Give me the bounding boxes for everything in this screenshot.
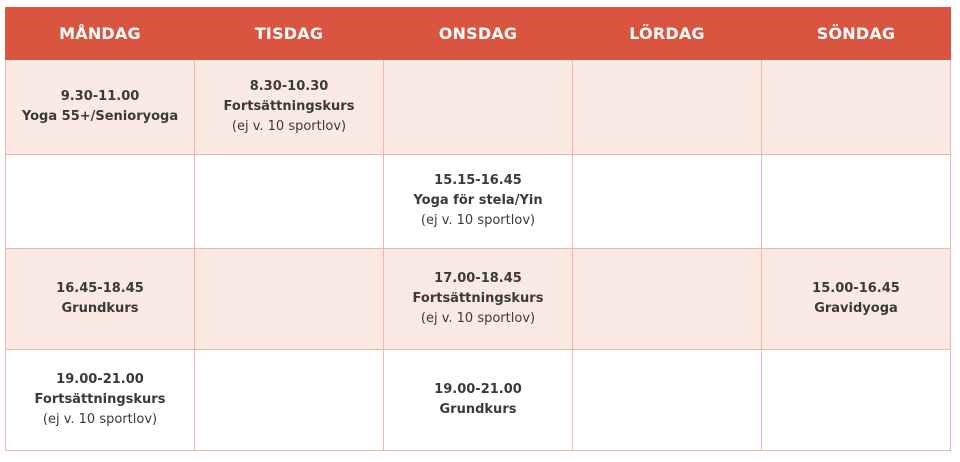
- class-name: Gravidyoga: [814, 300, 898, 316]
- class-name: Grundkurs: [439, 401, 517, 417]
- table-row: [6, 154, 951, 248]
- header-row: [6, 7, 951, 60]
- day-header-saturday: LÖRDAG: [573, 7, 762, 60]
- class-time: 19.00-21.00: [56, 371, 144, 387]
- class-time: 17.00-18.45: [434, 270, 522, 286]
- schedule-cell: [195, 349, 384, 450]
- schedule-cell: [573, 60, 762, 154]
- schedule-cell: [195, 248, 384, 349]
- table-row: [6, 349, 951, 450]
- schedule-cell: [573, 349, 762, 450]
- class-time: 15.15-16.45: [434, 173, 522, 188]
- class-note: (ej v. 10 sportlov): [420, 310, 536, 326]
- schedule-cell: [195, 60, 384, 154]
- schedule-cell: [6, 154, 195, 248]
- table-row: [6, 248, 951, 349]
- table-row: [6, 60, 951, 154]
- schedule-cell: [384, 349, 573, 450]
- schedule-cell: [6, 248, 195, 349]
- schedule-cell: [762, 154, 951, 248]
- schedule-cell: [195, 154, 384, 248]
- schedule-cell: [384, 60, 573, 154]
- class-note: (ej v. 10 sportlov): [420, 213, 536, 228]
- day-header-sunday: SÖNDAG: [762, 7, 951, 60]
- schedule-cell: [573, 248, 762, 349]
- schedule-cell: [384, 248, 573, 349]
- class-note: (ej v. 10 sportlov): [42, 411, 158, 427]
- schedule-cell: [762, 248, 951, 349]
- class-name: Yoga 55+/Senioryoga: [21, 108, 179, 124]
- day-header-tuesday: TISDAG: [195, 7, 384, 60]
- class-note: (ej v. 10 sportlov): [231, 118, 347, 134]
- schedule-cell: [384, 154, 573, 248]
- class-name: Grundkurs: [61, 300, 139, 316]
- class-time: 15.00-16.45: [812, 280, 900, 296]
- class-name: Fortsättningskurs: [223, 98, 355, 114]
- day-header-monday: MÅNDAG: [6, 7, 195, 60]
- class-name: Yoga för stela/Yin: [413, 193, 543, 208]
- class-time: 19.00-21.00: [434, 381, 522, 397]
- schedule-cell: [6, 349, 195, 450]
- schedule-cell: [6, 60, 195, 154]
- schedule-table: [5, 7, 951, 451]
- schedule-cell: [762, 349, 951, 450]
- class-time: 9.30-11.00: [60, 88, 140, 104]
- class-time: 16.45-18.45: [56, 280, 144, 296]
- class-name: Fortsättningskurs: [412, 290, 544, 306]
- class-name: Fortsättningskurs: [34, 391, 166, 407]
- schedule-cell: [762, 60, 951, 154]
- class-time: 8.30-10.30: [249, 78, 329, 94]
- day-header-wednesday: ONSDAG: [384, 7, 573, 60]
- schedule-cell: [573, 154, 762, 248]
